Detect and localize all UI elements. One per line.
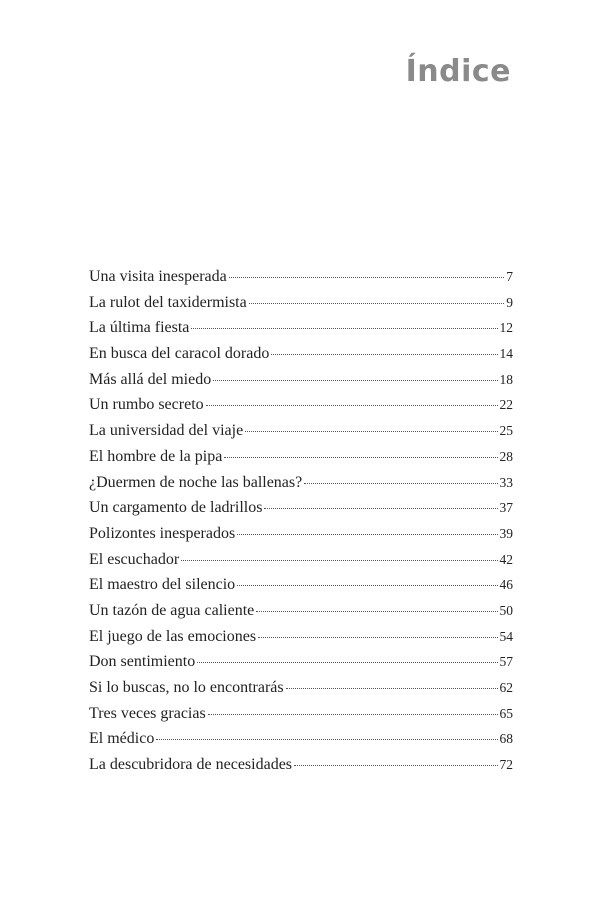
dot-leader: [286, 688, 498, 689]
toc-entry-title: El maestro del silencio: [89, 576, 236, 594]
toc-entry-title: Una visita inesperada: [89, 268, 227, 285]
dot-leader: [206, 405, 498, 406]
toc-entry-title: La universidad del viaje: [89, 422, 244, 440]
toc-entry: [89, 756, 513, 782]
toc-entry-title: Si lo buscas, no lo encontrarás: [89, 679, 284, 696]
dot-leader: [224, 457, 497, 458]
toc-entry-page: 50: [499, 602, 513, 618]
toc-entry-page: 37: [499, 500, 513, 516]
toc-entry: [89, 705, 513, 731]
table-of-contents: [89, 268, 513, 782]
toc-entry: [89, 628, 513, 654]
toc-entry-title: Tres veces gracias: [89, 704, 206, 722]
toc-entry-title: El juego de las emociones: [89, 627, 257, 645]
toc-entry-page: 14: [499, 346, 513, 362]
toc-entry: [89, 653, 513, 679]
toc-entry-title: La última fiesta: [89, 319, 190, 337]
toc-entry-page: 46: [499, 577, 513, 593]
toc-entry-page: 57: [499, 654, 513, 670]
dot-leader: [258, 637, 497, 638]
toc-entry: [89, 345, 513, 371]
toc-entry-page: 72: [499, 757, 513, 773]
dot-leader: [237, 534, 497, 535]
toc-entry-title: El médico: [89, 730, 155, 748]
toc-entry-page: 33: [499, 474, 513, 490]
toc-entry: [89, 730, 513, 756]
toc-entry: [89, 525, 513, 551]
dot-leader: [181, 560, 497, 561]
toc-entry: [89, 396, 513, 422]
dot-leader: [249, 303, 505, 304]
dot-leader: [156, 739, 497, 740]
dot-leader: [256, 611, 497, 612]
toc-entry-title: En busca del caracol dorado: [89, 345, 270, 363]
toc-entry-page: 25: [499, 423, 513, 439]
toc-entry: [89, 294, 513, 320]
toc-entry-title: La descubridora de necesidades: [89, 756, 293, 774]
toc-entry: [89, 679, 513, 705]
toc-entry-page: 28: [499, 448, 513, 464]
dot-leader: [208, 714, 498, 715]
toc-entry-title: La rulot del taxidermista: [89, 293, 247, 311]
toc-entry-page: 62: [499, 680, 513, 695]
toc-entry: [89, 551, 513, 577]
toc-entry-page: 22: [499, 397, 513, 413]
dot-leader: [229, 277, 505, 278]
toc-entry: [89, 319, 513, 345]
toc-entry: [89, 474, 513, 500]
toc-entry-title: El hombre de la pipa: [89, 447, 223, 465]
toc-entry-page: 65: [499, 705, 513, 721]
dot-leader: [197, 662, 497, 663]
toc-entry-page: 54: [499, 628, 513, 644]
toc-entry-page: 9: [506, 294, 513, 310]
toc-entry: [89, 499, 513, 525]
toc-entry-page: 12: [499, 320, 513, 336]
toc-entry-page: 39: [499, 525, 513, 541]
dot-leader: [245, 431, 497, 432]
toc-entry-title: Polizontes inesperados: [89, 524, 236, 542]
toc-entry-title: Más allá del miedo: [89, 370, 212, 388]
dot-leader: [237, 585, 497, 586]
dot-leader: [304, 483, 497, 484]
dot-leader: [294, 765, 497, 766]
toc-entry-page: 42: [499, 551, 513, 567]
toc-entry: [89, 602, 513, 628]
toc-entry-title: Don sentimiento: [89, 653, 196, 671]
dot-leader: [264, 508, 497, 509]
toc-entry: [89, 422, 513, 448]
toc-entry-title: ¿Duermen de noche las ballenas?: [89, 473, 303, 491]
toc-entry-title: Un rumbo secreto: [89, 396, 204, 414]
dot-leader: [213, 380, 497, 381]
toc-entry-title: Un tazón de agua caliente: [89, 601, 255, 619]
toc-entry-page: 7: [506, 269, 513, 284]
dot-leader: [271, 354, 497, 355]
page-title: Índice: [405, 54, 511, 89]
toc-entry-title: Un cargamento de ladrillos: [89, 499, 263, 517]
toc-entry-page: 18: [499, 371, 513, 387]
toc-entry: [89, 371, 513, 397]
toc-entry-page: 68: [499, 731, 513, 747]
toc-entry: [89, 576, 513, 602]
toc-entry-title: El escuchador: [89, 550, 180, 568]
toc-entry: [89, 448, 513, 474]
dot-leader: [191, 328, 497, 329]
toc-entry: [89, 268, 513, 294]
